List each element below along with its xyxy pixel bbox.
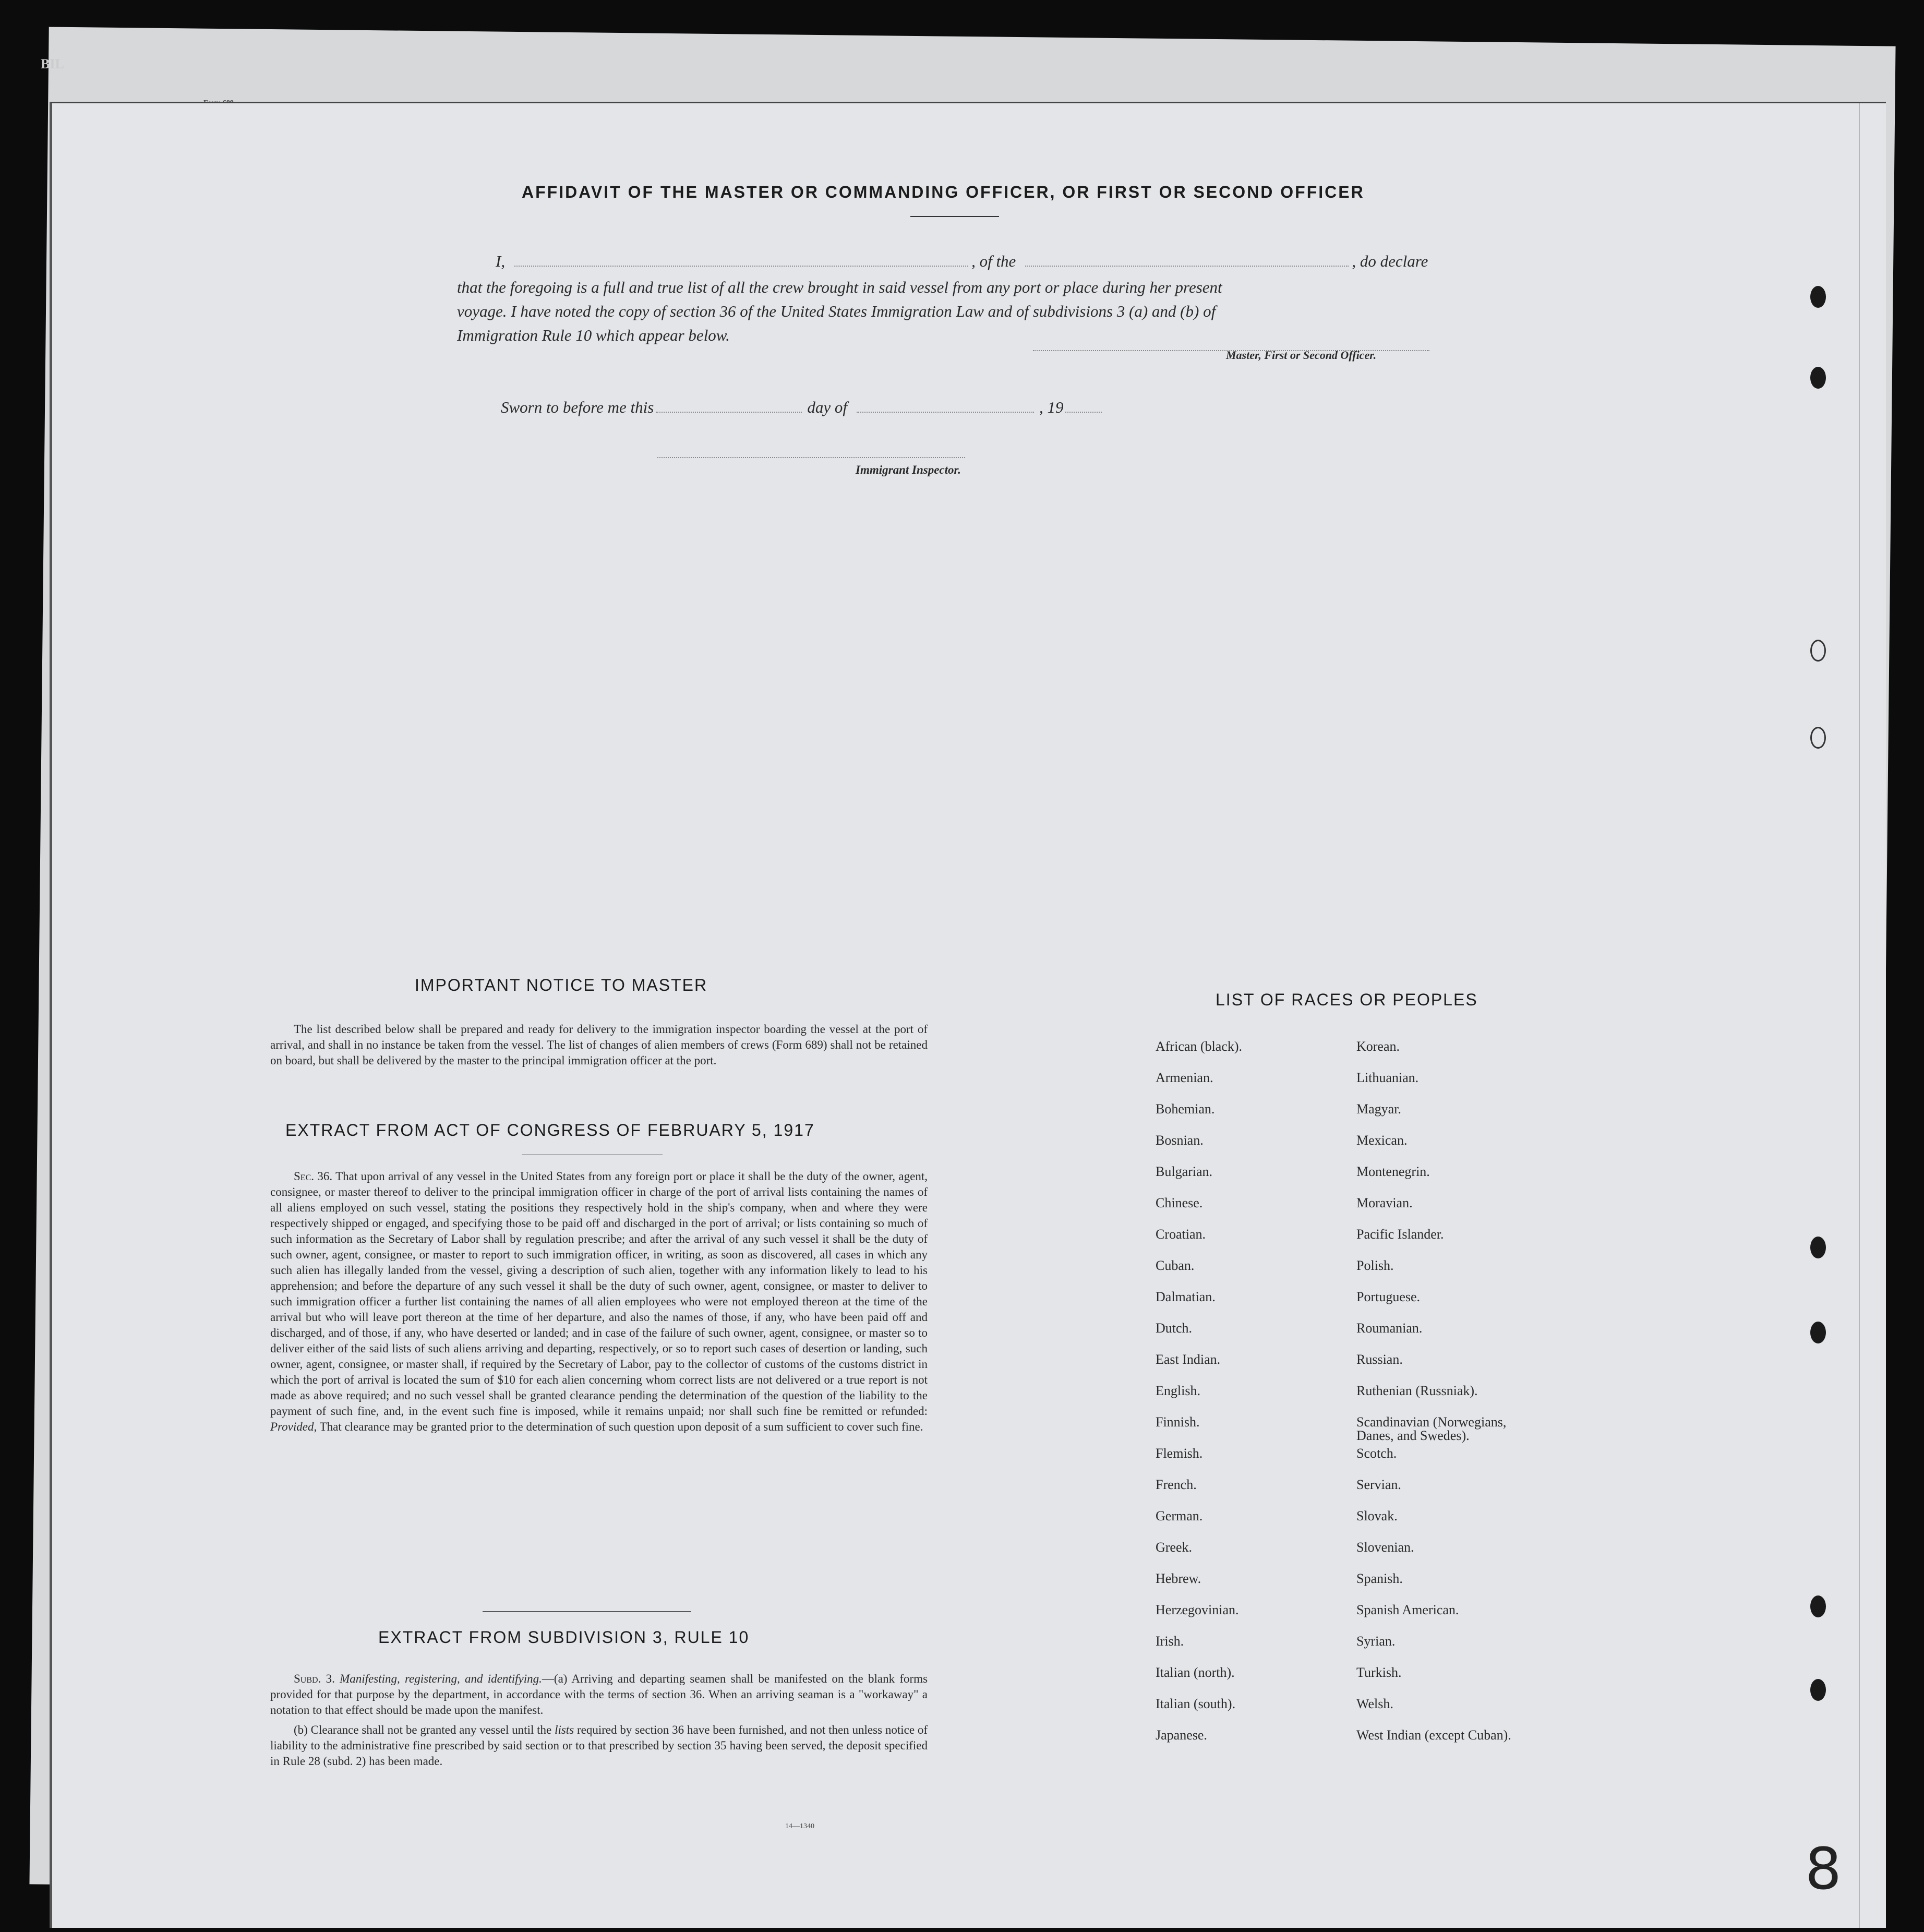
race-item-right: Syrian. — [1356, 1634, 1396, 1649]
form-page — [50, 102, 1886, 1928]
race-row — [1156, 1666, 1557, 1697]
affidavit-title-rule — [910, 216, 999, 217]
race-row — [1156, 1134, 1557, 1165]
race-item-left: Hebrew. — [1156, 1571, 1201, 1586]
sworn-label: Sworn to before me this — [501, 398, 654, 416]
rule-part-b-text-2: required by section 36 have been furnished, and not then unless notice of liability to the administrative fine prescribed by said section or to that prescribed by section 35 having been served, the deposit specified in Rule 28 (subd. 2) has been made. — [270, 1723, 928, 1768]
act-extract-end-rule — [483, 1611, 691, 1612]
race-row — [1156, 1071, 1557, 1102]
race-item-right: Mexican. — [1356, 1133, 1408, 1148]
race-item-right: West Indian (except Cuban). — [1356, 1727, 1511, 1743]
race-item-left: Italian (north). — [1156, 1665, 1235, 1680]
race-item-right: Scandinavian (Norwegians, Danes, and Swedes). — [1356, 1414, 1507, 1443]
binder-hole — [1810, 286, 1826, 308]
race-item-right: Korean. — [1356, 1039, 1400, 1054]
race-item-left: Bosnian. — [1156, 1133, 1204, 1148]
sworn-day-field[interactable] — [656, 397, 802, 413]
notice-text-block — [270, 1022, 928, 1073]
sworn-line — [501, 395, 1231, 419]
affidavit-body-line-2: voyage. I have noted the copy of section 36 of the United States Immigration Law and of subdivisions 3 (a) and (b) of — [457, 302, 1216, 320]
race-row — [1156, 1322, 1557, 1353]
race-item-left: German. — [1156, 1508, 1203, 1523]
affidavit-body-line-1: that the foregoing is a full and true list of all the crew brought in said vessel from any port or place during her present — [457, 278, 1222, 296]
race-row — [1156, 1478, 1557, 1509]
race-item-right: Spanish. — [1356, 1571, 1403, 1586]
race-item-left: Croatian. — [1156, 1227, 1206, 1242]
race-item-left: English. — [1156, 1383, 1200, 1398]
race-item-left: Finnish. — [1156, 1414, 1200, 1430]
race-row — [1156, 1196, 1557, 1228]
race-row — [1156, 1353, 1557, 1384]
race-row — [1156, 1259, 1557, 1290]
sworn-month-field[interactable] — [857, 397, 1034, 413]
race-row — [1156, 1729, 1557, 1760]
margin-line — [1859, 103, 1860, 1928]
inspector-signature-line[interactable] — [657, 442, 965, 458]
race-row — [1156, 1228, 1557, 1259]
act-section-text: That upon arrival of any vessel in the United States from any foreign port or place it shall be the duty of the owner, agent, consignee, or master thereof to deliver to the principal immigration officer in charge of the port of arrival lists containing the names of all aliens employed on such vessel, stating the positions they respectively hold in the ship's company, when and where they were respectively shipped or engaged, and specifying those to be paid off and discharged in the port of arrival; or lists containing so much of such information as the Secretary of Labor shall by regulation prescribe; and after the arrival of any such vessel it shall be the duty of such owner, agent, consignee, or master to report to such immigration officer, in writing, as soon as discovered, all cases in which any such alien has illegally landed from the vessel, giving a description of such alien, together with any information likely to lead to his apprehension; and before the departure of any such vessel it shall be the duty of such owner, agent, consignee, or master to deliver to such immigration officer a further list containing the names of all alien employees who were not employed thereon at the time of the arrival but who will leave port thereon at the time of her departure, and also the names of those, if any, who have been paid off and discharged, and of those, if any, who have deserted or landed; and in case of the failure of such owner, agent, consignee, or master so to deliver either of the said lists of such aliens arriving and departing, respectively, or so to report such cases of desertion or landing, such owner, agent, consignee, or master shall, if required by the Secretary of Labor, pay to the collector of customs of the customs district in which the port of arrival is located the sum of $10 for each alien concerning whom correct lists are not delivered or a true report is not made as above required; and no such vessel shall be granted clearance pending the determination of the question of the liability to the payment of such fine, and, in the event such fine is imposed, while it remains unpaid; nor shall such fine be remitted or refunded: — [270, 1170, 928, 1418]
race-item-left: Japanese. — [1156, 1727, 1207, 1743]
day-of-label: day of — [807, 398, 847, 416]
inspector-caption: Immigrant Inspector. — [856, 463, 961, 476]
race-item-left: Herzegovinian. — [1156, 1602, 1239, 1617]
race-item-left: Dalmatian. — [1156, 1289, 1216, 1304]
binder-hole — [1810, 640, 1826, 662]
rule-extract-title: EXTRACT FROM SUBDIVISION 3, RULE 10 — [378, 1628, 750, 1647]
race-item-left: Flemish. — [1156, 1446, 1203, 1461]
binder-hole — [1810, 367, 1826, 389]
rule-part-a-label: —(a) — [542, 1672, 568, 1685]
print-code: 14—1340 — [785, 1822, 814, 1830]
race-item-left: Irish. — [1156, 1634, 1184, 1649]
race-row — [1156, 1509, 1557, 1541]
rule-subd-label: Subd. 3. — [294, 1672, 335, 1685]
affidavit-declaration-line — [496, 249, 1502, 273]
affidavit-body-line-3: Immigration Rule 10 which appear below. — [457, 326, 730, 344]
race-item-left: African (black). — [1156, 1039, 1243, 1054]
rule-part-b-text-1: Clearance shall not be granted any vessel until the — [310, 1723, 552, 1736]
affidavit-i-label: I, — [496, 252, 506, 270]
act-extract-text-block — [270, 1169, 928, 1439]
race-item-right: Pacific Islander. — [1356, 1227, 1444, 1242]
race-item-left: Armenian. — [1156, 1070, 1213, 1085]
race-item-left: Cuban. — [1156, 1258, 1195, 1273]
year-label: , 19 — [1039, 398, 1064, 416]
notice-title: IMPORTANT NOTICE TO MASTER — [415, 976, 708, 994]
rule-part-a-text: Arriving and departing seamen shall be manifested on the blank forms provided for that purpose by the department, in accordance with the terms of section 36. When an arriving seaman is a "workaway" a notation to that effect should be made upon the manifest. — [270, 1672, 928, 1717]
races-table — [1156, 1040, 1557, 1760]
race-item-right: Moravian. — [1356, 1195, 1413, 1210]
race-item-right: Scotch. — [1356, 1446, 1397, 1461]
rule-part-b-lists: lists — [555, 1723, 574, 1736]
rule-part-b-paragraph — [270, 1722, 928, 1769]
race-item-right: Montenegrin. — [1356, 1164, 1430, 1179]
race-item-right: Roumanian. — [1356, 1321, 1423, 1336]
act-extract-title: EXTRACT FROM ACT OF CONGRESS OF FEBRUARY 5, 1917 — [285, 1121, 815, 1139]
race-row — [1156, 1102, 1557, 1134]
race-row — [1156, 1697, 1557, 1729]
race-item-right: Spanish American. — [1356, 1602, 1459, 1617]
rule-subd-heading: Manifesting, registering, and identifying. — [340, 1672, 542, 1685]
rule-part-a-paragraph — [270, 1671, 928, 1718]
race-row — [1156, 1635, 1557, 1666]
act-extract-paragraph — [270, 1169, 928, 1435]
race-row — [1156, 1541, 1557, 1572]
race-item-right: Lithuanian. — [1356, 1070, 1419, 1085]
corner-mark: 8 — [1805, 1835, 1842, 1902]
master-name-field[interactable] — [514, 251, 968, 267]
race-row — [1156, 1415, 1557, 1447]
race-item-right: Slovak. — [1356, 1508, 1398, 1523]
race-item-right: Turkish. — [1356, 1665, 1402, 1680]
signer-caption: Master, First or Second Officer. — [1226, 349, 1377, 362]
rule-part-b-label: (b) — [294, 1723, 308, 1736]
act-section-label: Sec. 36. — [294, 1170, 333, 1183]
binder-hole — [1810, 1322, 1826, 1343]
binder-hole — [1810, 1237, 1826, 1258]
binder-hole — [1810, 1595, 1826, 1617]
act-proviso-text: That clearance may be granted prior to the determination of such question upon deposit of a sum sufficient to cover such fine. — [319, 1420, 923, 1433]
race-item-left: Bohemian. — [1156, 1101, 1215, 1117]
race-item-right: Ruthenian (Russniak). — [1356, 1383, 1478, 1398]
race-item-left: Dutch. — [1156, 1321, 1193, 1336]
do-declare-label: , do declare — [1352, 252, 1428, 270]
race-row — [1156, 1165, 1557, 1196]
race-item-right: Magyar. — [1356, 1101, 1401, 1117]
race-item-right: Russian. — [1356, 1352, 1403, 1367]
race-row — [1156, 1384, 1557, 1415]
race-item-left: French. — [1156, 1477, 1197, 1492]
race-item-left: Chinese. — [1156, 1195, 1203, 1210]
binder-hole — [1810, 727, 1826, 749]
vessel-name-field[interactable] — [1025, 251, 1349, 267]
of-the-label: , of the — [971, 252, 1016, 270]
race-row — [1156, 1290, 1557, 1322]
race-item-right: Portuguese. — [1356, 1289, 1421, 1304]
sworn-year-field[interactable] — [1065, 397, 1102, 413]
rule-extract-text-block — [270, 1671, 928, 1773]
race-row — [1156, 1447, 1557, 1478]
race-item-right: Servian. — [1356, 1477, 1401, 1492]
notice-text: The list described below shall be prepared and ready for delivery to the immigration inspector boarding the vessel at the port of arrival, and shall in no instance be taken from the vessel. The list of changes of alien members of crews (Form 689) shall not be retained on board, but shall be delivered by the master to the principal immigration officer at the port. — [270, 1023, 928, 1067]
race-item-left: East Indian. — [1156, 1352, 1221, 1367]
races-title: LIST OF RACES OR PEOPLES — [1216, 990, 1478, 1009]
race-item-left: Italian (south). — [1156, 1696, 1236, 1711]
affidavit-title: AFFIDAVIT OF THE MASTER OR COMMANDING OFFICER, OR FIRST OR SECOND OFFICER — [522, 183, 1365, 201]
race-row — [1156, 1603, 1557, 1635]
race-item-left: Greek. — [1156, 1540, 1193, 1555]
top-stamp: BIL — [41, 56, 64, 71]
race-item-right: Polish. — [1356, 1258, 1394, 1273]
race-item-right: Slovenian. — [1356, 1540, 1414, 1555]
binder-hole — [1810, 1679, 1826, 1701]
race-row — [1156, 1572, 1557, 1603]
race-item-left: Bulgarian. — [1156, 1164, 1213, 1179]
race-item-right: Welsh. — [1356, 1696, 1393, 1711]
act-proviso-label: Provided, — [270, 1420, 317, 1433]
race-row — [1156, 1040, 1557, 1071]
